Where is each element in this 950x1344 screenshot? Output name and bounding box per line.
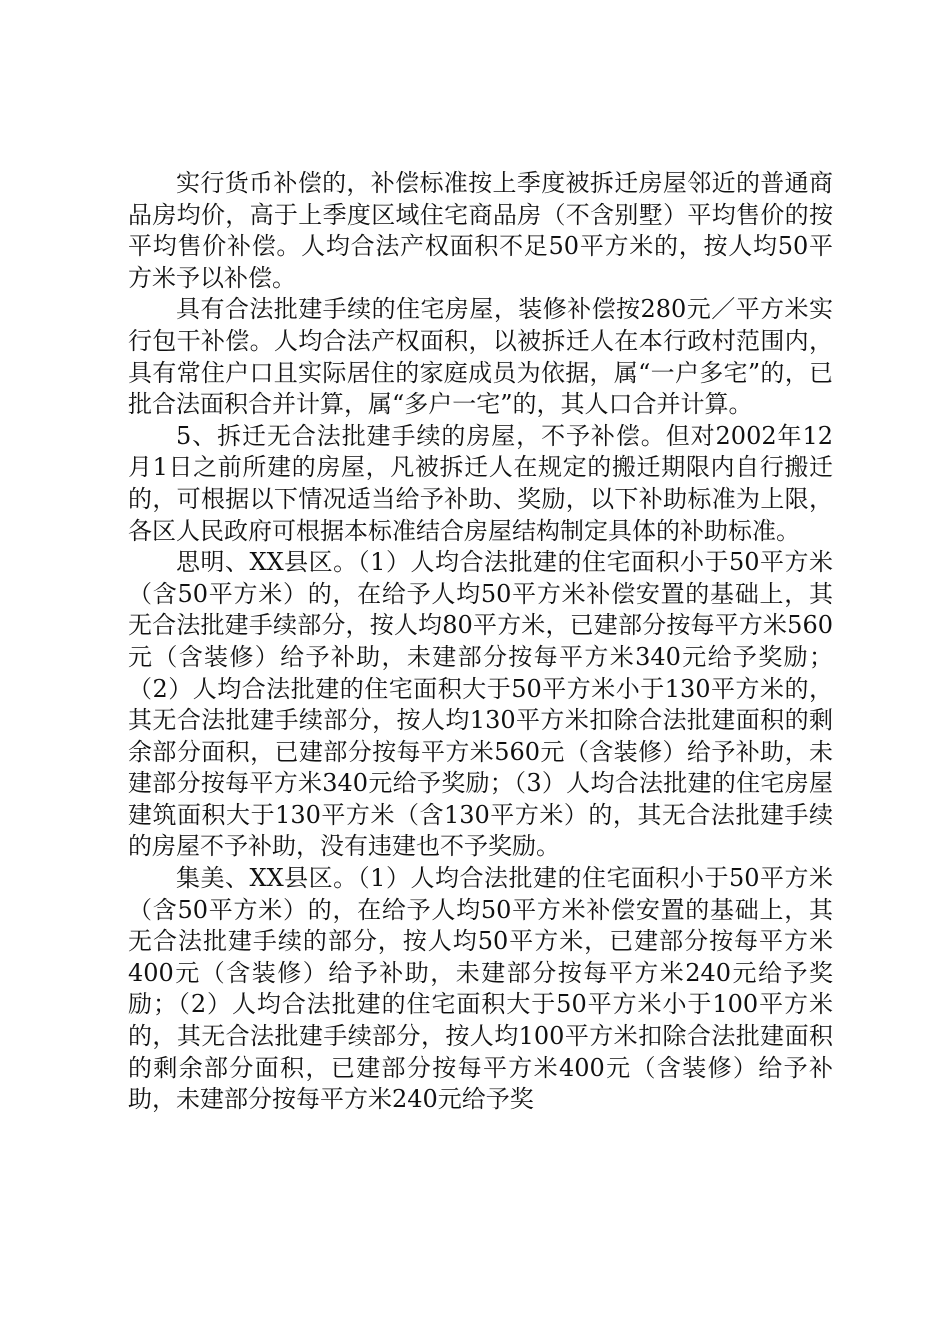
- body-text: [128, 168, 833, 1116]
- paragraph-siming-district: 思明、XX县区。（1）人均合法批建的住宅面积小于50平方米（含50平方米）的，在给予人均50平方米补偿安置的基础上，其无合法批建手续部分，按人均80平方米，已建部分按每平方米560元（含装修）给予补助，未建部分按每平方米340元给予奖励；（2）人均合法批建的住宅面积大于50平方米小于130平方米的，其无合法批建手续部分，按人均130平方米扣除合法批建面积的剩余部分面积，已建部分按每平方米560元（含装修）给予补助，未建部分按每平方米340元给予奖励；（3）人均合法批建的住宅房屋建筑面积大于130平方米（含130平方米）的，其无合法批建手续的房屋不予补助，没有违建也不予奖励。: [128, 548, 833, 861]
- paragraph-decoration-compensation: 具有合法批建手续的住宅房屋，装修补偿按280元／平方米实行包干补偿。人均合法产权面积，以被拆迁人在本行政村范围内，具有常住户口且实际居住的家庭成员为依据，属“一户多宅”的，已批合法面积合并计算，属“多户一宅”的，其人口合并计算。: [128, 295, 833, 419]
- paragraph-monetary-compensation: 实行货币补偿的，补偿标准按上季度被拆迁房屋邻近的普通商品房均价，高于上季度区域住宅商品房（不含别墅）平均售价的按平均售价补偿。人均合法产权面积不足50平方米的，按人均50平方米予以补偿。: [128, 169, 833, 292]
- paragraph-unapproved-houses: 5、拆迁无合法批建手续的房屋，不予补偿。但对2002年12月1日之前所建的房屋，凡被拆迁人在规定的搬迁期限内自行搬迁的，可根据以下情况适当给予补助、奖励，以下补助标准为上限，各区人民政府可根据本标准结合房屋结构制定具体的补助标准。: [128, 421, 833, 545]
- paragraph-jimei-district: 集美、XX县区。（1）人均合法批建的住宅面积小于50平方米（含50平方米）的，在给予人均50平方米补偿安置的基础上，其无合法批建手续的部分，按人均50平方米，已建部分按每平方米400元（含装修）给予补助，未建部分按每平方米240元给予奖励；（2）人均合法批建的住宅面积大于50平方米小于100平方米的，其无合法批建手续部分，按人均100平方米扣除合法批建面积的剩余部分面积，已建部分按每平方米400元（含装修）给予补助，未建部分按每平方米240元给予奖: [128, 864, 833, 1114]
